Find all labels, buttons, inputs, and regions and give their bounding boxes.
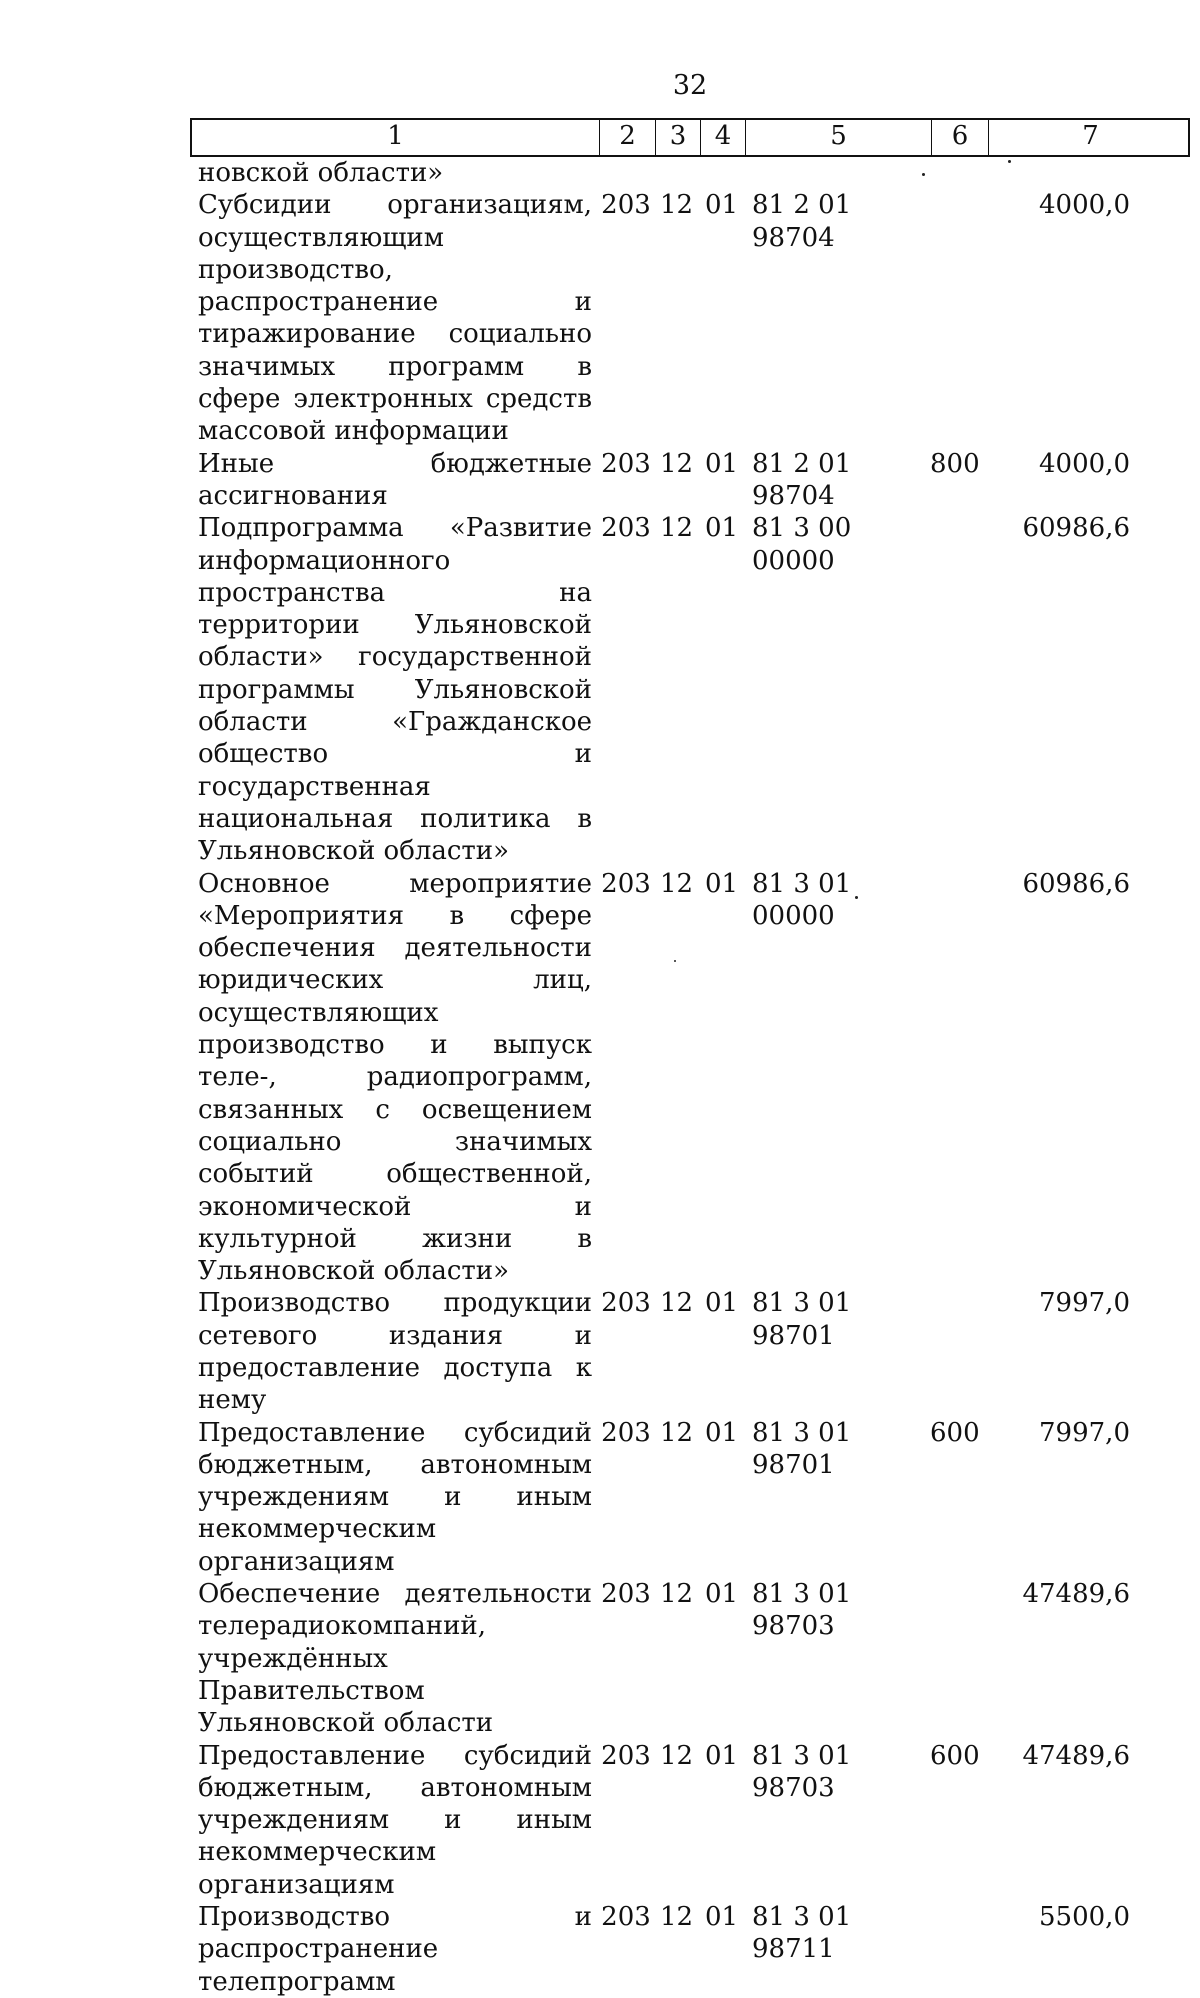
table-body bbox=[190, 157, 1190, 1998]
table-row bbox=[190, 1901, 1190, 1998]
row-rz-code: 12 bbox=[659, 1579, 694, 1610]
row-sum: 4000,0 bbox=[1039, 190, 1130, 221]
row-pr-code: 01 bbox=[704, 868, 739, 899]
row-pr-code: 01 bbox=[704, 513, 739, 544]
table-row bbox=[190, 189, 1190, 447]
row-rz-code: 12 bbox=[659, 868, 694, 899]
table-row bbox=[190, 448, 1190, 513]
row-pr-code: 01 bbox=[704, 1902, 739, 1933]
row-target-article: 81 3 01 98701 bbox=[752, 1288, 852, 1351]
row-name: новской области» bbox=[198, 158, 444, 188]
table-row bbox=[190, 157, 1190, 189]
row-sum: 7997,0 bbox=[1039, 1417, 1130, 1448]
row-expense-type bbox=[930, 1578, 987, 1739]
row-target-article: 81 2 01 98704 bbox=[752, 448, 852, 511]
row-sum: 5500,0 bbox=[1039, 1902, 1130, 1933]
row-gr-code: 203 bbox=[601, 1579, 651, 1610]
scan-speck bbox=[922, 173, 925, 176]
header-col-3: 3 bbox=[656, 120, 701, 155]
row-gr-code: 203 bbox=[601, 1417, 651, 1448]
row-gr-code: 203 bbox=[601, 1740, 651, 1771]
scan-speck bbox=[1008, 160, 1011, 163]
page-number: 32 bbox=[672, 70, 708, 101]
row-pr-code: 01 bbox=[704, 1288, 739, 1319]
row-pr-code: 01 bbox=[704, 190, 739, 221]
row-gr-code: 203 bbox=[601, 513, 651, 544]
row-name: Производство и распространение телепрограмм bbox=[198, 1902, 592, 1997]
row-target-article: 81 3 01 98703 bbox=[752, 1579, 852, 1642]
row-target-article: 81 3 01 98701 bbox=[752, 1417, 852, 1480]
row-rz-code: 12 bbox=[659, 448, 694, 479]
row-rz-code: 12 bbox=[659, 1740, 694, 1771]
row-expense-type bbox=[930, 189, 987, 447]
row-pr-code: 01 bbox=[704, 1579, 739, 1610]
row-name: Субсидии организациям, осуществляющим производство, распространение и тиражирование социально значимых программ в сфере электронных средств массовой информации bbox=[198, 190, 592, 447]
row-sum bbox=[987, 157, 1190, 189]
row-sum: 47489,6 bbox=[1022, 1579, 1130, 1610]
row-gr-code: 203 bbox=[601, 1288, 651, 1319]
row-gr-code: 203 bbox=[601, 1902, 651, 1933]
row-rz-code bbox=[654, 157, 699, 189]
row-name: Предоставление субсидий бюджетным, автономным учреждениям и иным некоммерческим организациям bbox=[198, 1417, 592, 1577]
row-target-article: 81 3 01 98711 bbox=[752, 1902, 852, 1965]
row-rz-code: 12 bbox=[659, 190, 694, 221]
row-sum: 4000,0 bbox=[1039, 448, 1130, 479]
row-gr-code bbox=[598, 157, 654, 189]
row-name: Основное мероприятие «Мероприятия в сфере обеспечения деятельности юридических лиц, осуществляющих производство и выпуск теле-, радиопрограмм, связанных с освещением социально значимых событий общественной, экономической и культурной жизни в Ульяновской области» bbox=[198, 868, 592, 1287]
row-rz-code: 12 bbox=[659, 1902, 694, 1933]
row-expense-type bbox=[930, 1287, 987, 1416]
row-rz-code: 12 bbox=[659, 1417, 694, 1448]
row-expense-type: 800 bbox=[930, 448, 980, 479]
row-target-article bbox=[744, 157, 930, 189]
row-expense-type: 600 bbox=[930, 1417, 980, 1448]
header-col-5: 5 bbox=[746, 120, 932, 155]
scan-speck bbox=[674, 960, 676, 962]
table-row bbox=[190, 1417, 1190, 1578]
row-sum: 60986,6 bbox=[1022, 513, 1130, 544]
row-sum: 47489,6 bbox=[1022, 1740, 1130, 1771]
row-expense-type bbox=[930, 157, 987, 189]
scan-speck bbox=[855, 896, 858, 899]
row-sum: 7997,0 bbox=[1039, 1288, 1130, 1319]
row-target-article: 81 3 00 00000 bbox=[752, 513, 852, 576]
table-row bbox=[190, 1740, 1190, 1901]
row-pr-code: 01 bbox=[704, 1417, 739, 1448]
table-row bbox=[190, 1287, 1190, 1416]
table-row bbox=[190, 1578, 1190, 1739]
budget-table bbox=[190, 118, 1190, 1998]
row-pr-code: 01 bbox=[704, 1740, 739, 1771]
row-expense-type bbox=[930, 868, 987, 1288]
row-gr-code: 203 bbox=[601, 448, 651, 479]
row-target-article: 81 2 01 98704 bbox=[752, 190, 852, 253]
row-gr-code: 203 bbox=[601, 868, 651, 899]
row-expense-type bbox=[930, 512, 987, 867]
row-pr-code: 01 bbox=[704, 448, 739, 479]
row-sum: 60986,6 bbox=[1022, 868, 1130, 899]
row-expense-type bbox=[930, 1901, 987, 1998]
row-name: Обеспечение деятельности телерадиокомпаний, учреждённых Правительством Ульяновской области bbox=[198, 1579, 592, 1739]
row-target-article: 81 3 01 98703 bbox=[752, 1740, 852, 1803]
row-rz-code: 12 bbox=[659, 513, 694, 544]
header-col-2: 2 bbox=[600, 120, 656, 155]
table-row bbox=[190, 512, 1190, 867]
header-col-4: 4 bbox=[701, 120, 746, 155]
row-name: Предоставление субсидий бюджетным, автономным учреждениям и иным некоммерческим организациям bbox=[198, 1740, 592, 1900]
row-rz-code: 12 bbox=[659, 1288, 694, 1319]
header-col-1: 1 bbox=[192, 120, 600, 155]
header-col-6: 6 bbox=[932, 120, 989, 155]
row-name: Подпрограмма «Развитие информационного пространства на территории Ульяновской области» государственной программы Ульяновской области «Гражданское общество и государственная национальная политика в Ульяновской области» bbox=[198, 513, 592, 867]
row-gr-code: 203 bbox=[601, 190, 651, 221]
row-pr-code bbox=[699, 157, 744, 189]
row-expense-type: 600 bbox=[930, 1740, 980, 1771]
header-col-7: 7 bbox=[1082, 121, 1099, 151]
table-header bbox=[190, 118, 1190, 157]
table-row bbox=[190, 868, 1190, 1288]
row-name: Иные бюджетные ассигнования bbox=[198, 448, 592, 511]
row-name: Производство продукции сетевого издания и предоставление доступа к нему bbox=[198, 1288, 592, 1416]
row-target-article: 81 3 01 00000 bbox=[752, 868, 852, 931]
